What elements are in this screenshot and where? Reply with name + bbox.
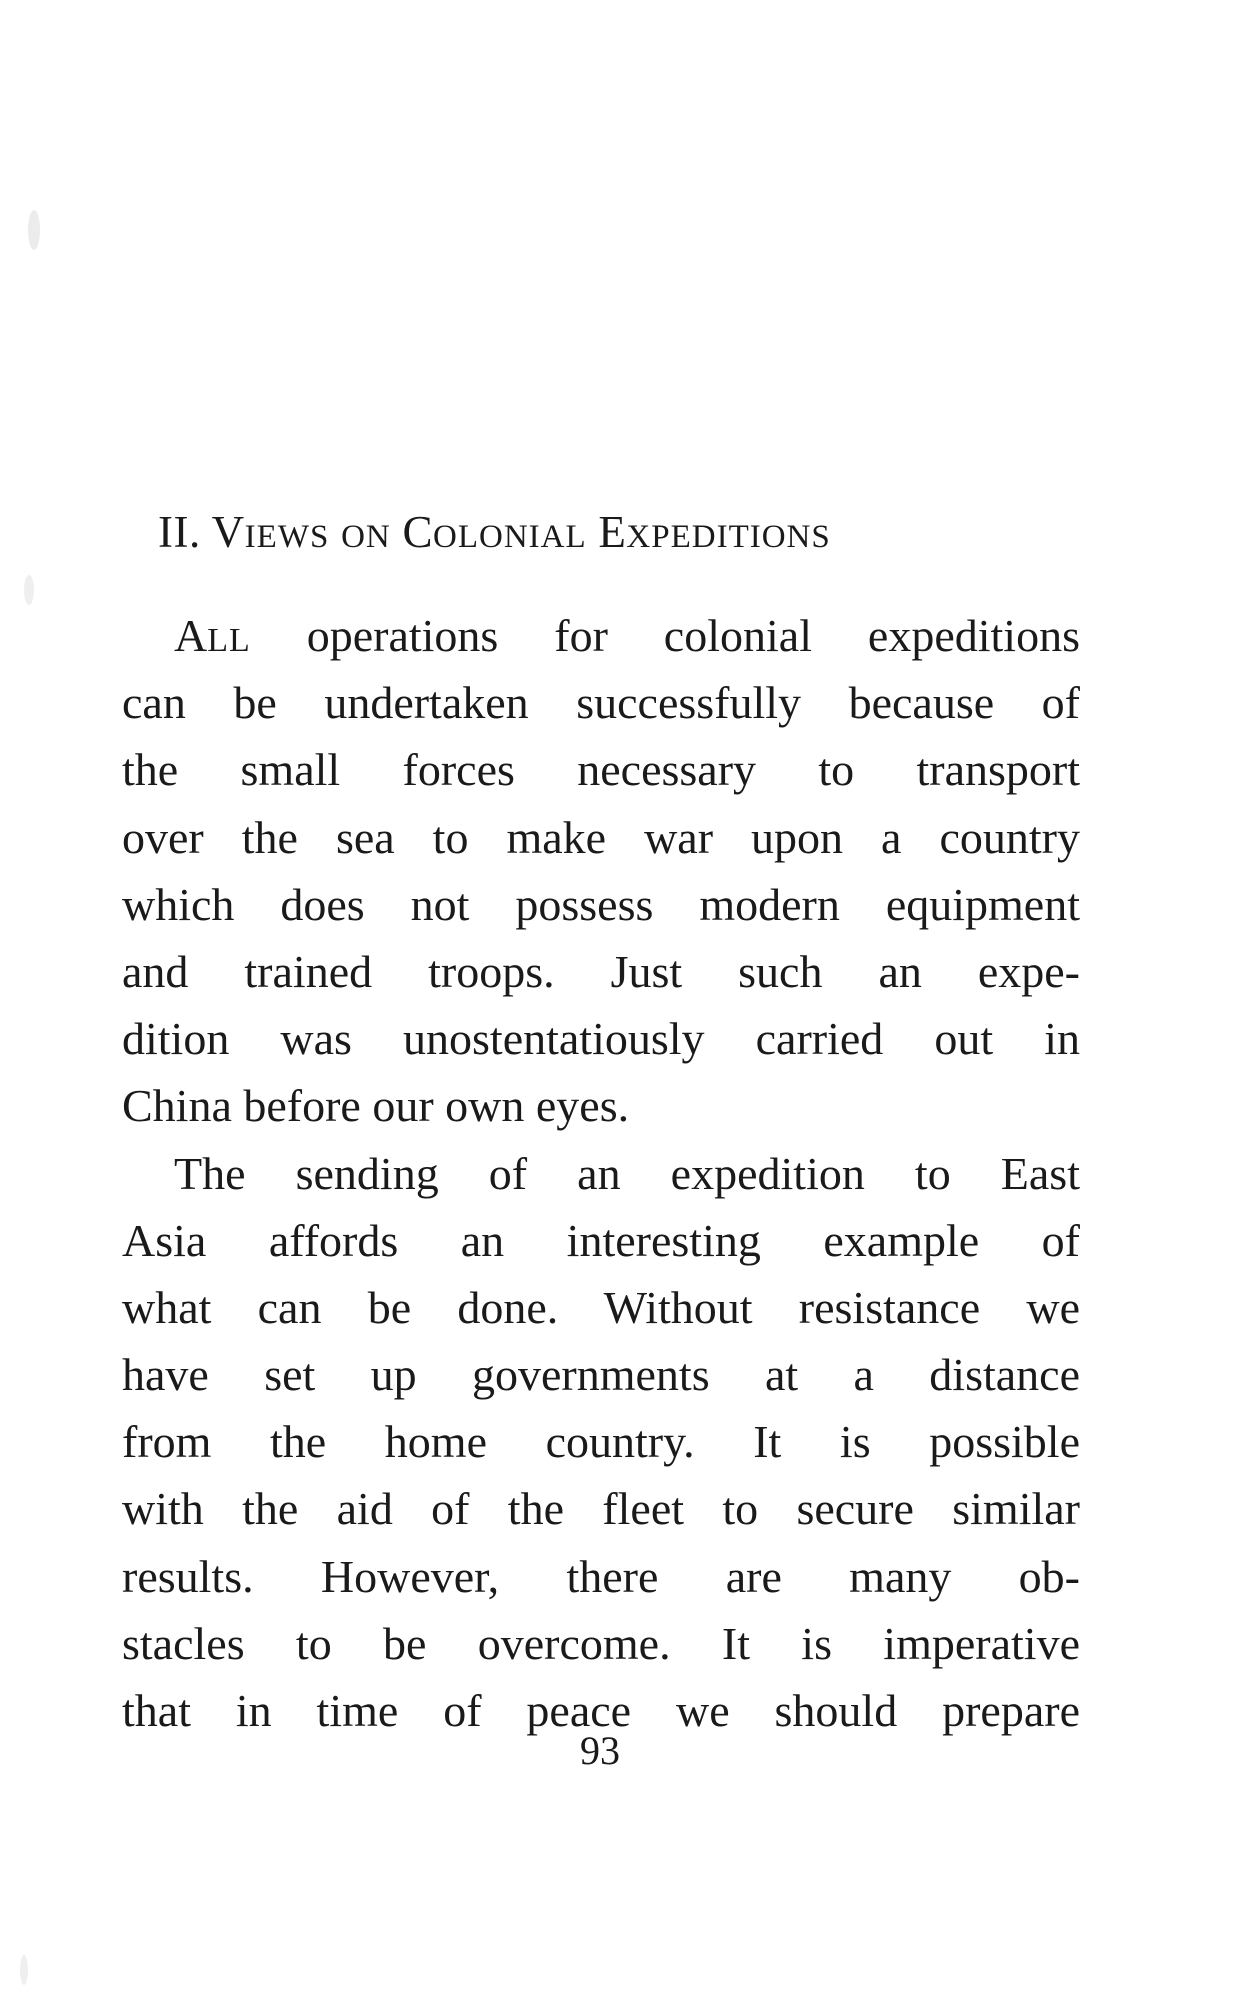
text-line: results. However, there are many ob-: [122, 1550, 1080, 1602]
heading-word-cap: E: [598, 507, 627, 557]
heading-numeral: II.: [158, 507, 201, 557]
text-line: that in time of peace we should prepare: [122, 1685, 1080, 1736]
scan-speck: [20, 1955, 28, 1985]
text-line: Asia affords an interesting example of: [122, 1214, 1080, 1266]
text-line: which does not possess modern equipment: [122, 878, 1080, 930]
text-line: stacles to be overcome. It is imperative: [122, 1617, 1080, 1669]
text-line: and trained troops. Just such an expe-: [122, 945, 1080, 997]
first-word-rest: LL: [207, 622, 251, 659]
text-line: what can be done. Without resistance we: [122, 1281, 1080, 1333]
text-line: The sending of an expedition to East: [174, 1147, 1080, 1199]
text-line: [122, 602, 1080, 669]
heading-word-rest: IEWS: [244, 519, 330, 555]
page-number: [0, 1727, 1250, 1774]
body-text: [122, 602, 1080, 1744]
scan-speck: [28, 210, 40, 250]
heading-word-rest: OLONIAL: [433, 519, 587, 555]
heading-word-rest: XPEDITIONS: [626, 519, 831, 555]
text-line: from the home country. It is possible: [122, 1416, 1080, 1468]
line-text: operations for colonial expeditions: [250, 610, 1080, 661]
text-line: dition was unostentatiously carried out in: [122, 1013, 1080, 1065]
page-number-text: 93: [580, 1728, 620, 1773]
text-line: over the sea to make war upon a country: [122, 811, 1080, 863]
section-heading: [158, 506, 1058, 558]
text-line: have set up governments at a distance: [122, 1349, 1080, 1401]
text-line: the small forces necessary to transport: [122, 744, 1080, 796]
heading-word: ON: [341, 519, 391, 555]
text-line: China before our own eyes.: [122, 1080, 630, 1132]
scan-speck: [24, 575, 34, 605]
first-word-cap: A: [174, 610, 208, 661]
text-line: with the aid of the fleet to secure similar: [122, 1483, 1080, 1535]
text-line: can be undertaken successfully because of: [122, 677, 1080, 729]
heading-word-cap: C: [402, 507, 434, 557]
heading-word-cap: V: [211, 507, 245, 557]
